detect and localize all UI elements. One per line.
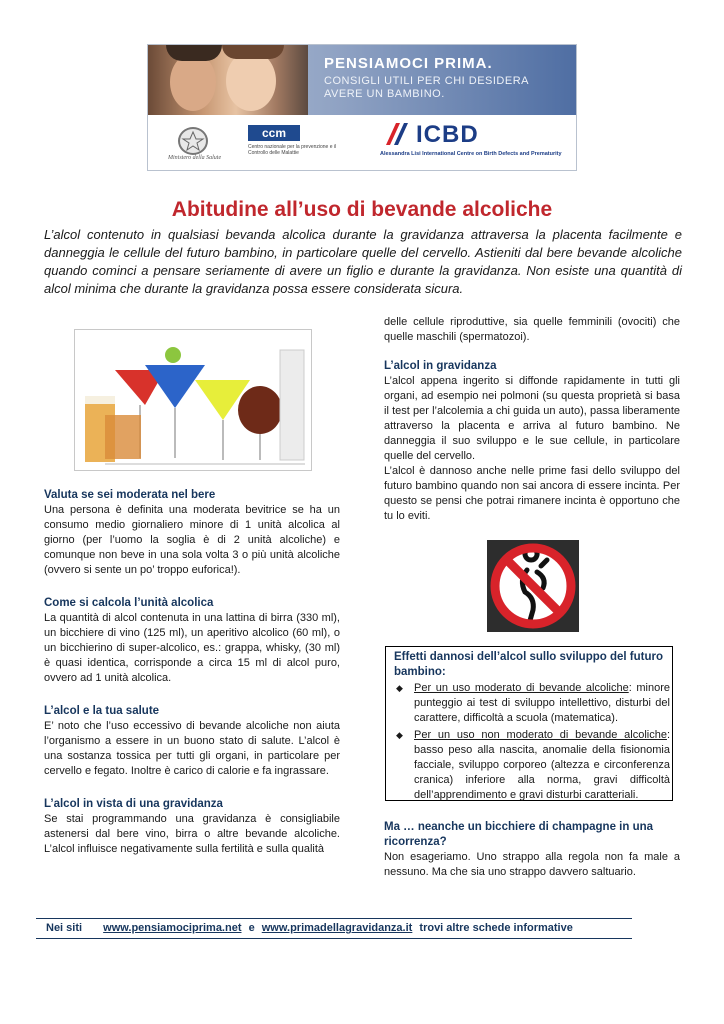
section-body: Una persona è definita una moderata bevitrice se ha un consumo medio giornaliero minore di 1 unità alcolica al giorno (per l’uomo la soglia è di 2 unità alcoliche) e comunque non beve in una sola volta 3 o più unità alcoliche (ovvero si sente un po’ troppo euforica!).	[44, 504, 340, 576]
italian-republic-emblem-icon	[178, 127, 208, 155]
header-banner	[147, 44, 577, 171]
banner-top	[148, 45, 576, 115]
item-text: : minore punteggio ai test di sviluppo intellettivo, disturbi del carattere, difficoltà a scuola (matematica).	[414, 682, 670, 724]
section-body: L’alcol appena ingerito si diffonde rapidamente in tutti gli organi, ad esempio nei polmoni (su questa proprietà si basa il test per l’alcolemia a chi guida un auto), passa liberamente attraverso la placenta e arriva al futuro bambino. Ne danneggia il suo sviluppo e le sue cellule, in particolare quelle del cervello.	[384, 375, 680, 462]
item-label: Per un uso moderato di bevande alcoliche	[414, 682, 629, 694]
footer-prefix: Nei siti	[46, 922, 83, 934]
left-column	[44, 488, 340, 857]
pensiamociprima-link[interactable]: www.pensiamociprima.net	[103, 922, 242, 934]
diamond-bullet-icon: ◆	[396, 730, 403, 740]
effects-list	[394, 681, 670, 805]
section-heading: Valuta se sei moderata nel bere	[44, 489, 216, 501]
ccm-logo: ccm	[248, 125, 300, 141]
no-alcohol-pregnancy-icon	[487, 540, 579, 632]
continuation-text: delle cellule riproduttive, sia quelle femminili (ovociti) che quelle maschili (spermatozoi).	[384, 316, 680, 343]
icbd-caption: Alessandra Lisi International Centre on Birth Defects and Prematurity	[380, 151, 562, 157]
list-item	[394, 681, 670, 726]
section-heading: Ma … neanche un bicchiere di champagne in una ricorrenza?	[384, 821, 654, 848]
banner-title: PENSIAMOCI PRIMA.	[324, 55, 493, 72]
ministry-caption: Ministero della Salute	[168, 155, 222, 161]
section-body: Se stai programmando una gravidanza è consigliabile astenersi dal bere vino, birra o altre bevande alcoliche. L’alcol influisce negativamente sulla fertilità e sulla qualità	[44, 813, 340, 855]
intro-paragraph: L’alcol contenuto in qualsiasi bevanda alcolica durante la gravidanza attraversa la placenta facilmente e danneggia le cellule del futuro bambino, in particolare quelle del cervello. Astieniti dal bere bevande alcoliche quando cominci a pensare seriamente di avere un figlio e durante la gravidanza. Non esiste una quantità di alcol minima che durante la gravidanza possa essere considerata sicura.	[44, 227, 682, 296]
effects-box-title: Effetti dannosi dell’alcol sullo sviluppo del futuro bambino:	[394, 651, 663, 678]
footer-conjunction: e	[248, 922, 255, 934]
icbd-mark-icon	[384, 121, 414, 147]
primadellagravidanza-link[interactable]: www.primadellagravidanza.it	[261, 922, 413, 934]
banner-subtitle: CONSIGLI UTILI PER CHI DESIDERA AVERE UN BAMBINO.	[324, 75, 529, 100]
item-label: Per un uso non moderato di bevande alcoliche	[414, 729, 667, 741]
right-column	[384, 315, 680, 524]
logo-row	[148, 117, 576, 169]
section-body: Non esageriamo. Uno strappo alla regola non fa male a nessuno. Ma che sia uno strappo davvero saltuario.	[384, 851, 680, 878]
page-title: Abitudine all’uso di bevande alcoliche	[171, 198, 553, 221]
section-heading: Come si calcola l’unità alcolica	[44, 597, 214, 609]
item-text: : basso peso alla nascita, anomalie della fisionomia facciale, sviluppo corporeo (altezza e circonferenza cranica) inferiore alla norma, gravi difficoltà dell’apprendimento e gravi disturbi caratteriali.	[414, 729, 670, 801]
couple-photo	[148, 45, 308, 115]
effects-box	[385, 646, 673, 801]
section-heading: L’alcol in vista di una gravidanza	[44, 798, 223, 810]
section-heading: L’alcol in gravidanza	[384, 360, 497, 372]
footer-bar	[36, 918, 632, 939]
icbd-logo: ICBD	[416, 121, 479, 148]
list-item	[394, 728, 670, 803]
ccm-caption: Centro nazionale per la prevenzione e il Controllo delle Malattie	[248, 144, 337, 156]
footer-suffix: trovi altre schede informative	[419, 922, 573, 934]
cocktail-glasses-image	[74, 329, 312, 471]
section-body: La quantità di alcol contenuta in una lattina di birra (330 ml), un bicchiere di vino (125 ml), un aperitivo alcolico (60 ml), o un bicchierino di super-alcolico, es.: grappa, whisky, (30 ml) è quasi identica, corrisponde a circa 15 ml di alcol puro, ovvero ad 1 unità alcolica.	[44, 612, 340, 684]
diamond-bullet-icon: ◆	[396, 683, 403, 693]
section-body: L’alcol è dannoso anche nelle prime fasi dello sviluppo del futuro bambino quando non sai ancora di essere incinta. Per questo se pensi che potrai rimanere incinta è opportuno che tu lo eviti.	[384, 465, 680, 522]
champagne-section	[384, 820, 680, 880]
section-heading: L’alcol e la tua salute	[44, 705, 160, 717]
section-body: E’ noto che l’uso eccessivo di bevande alcoliche non aiuta l’organismo a essere in un buono stato di salute. L’alcol è una sostanza tossica per tutti gli organi, in particolare per cervello e fegato. Inoltre è carico di calorie e fa ingrassare.	[44, 720, 340, 777]
